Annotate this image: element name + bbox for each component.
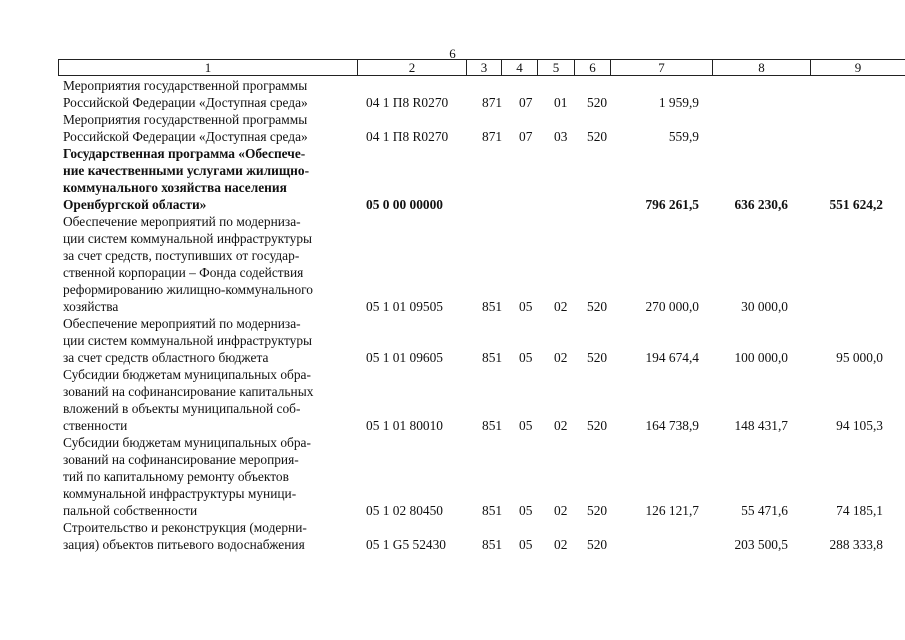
value-col8: 100 000,0 bbox=[734, 350, 788, 365]
value-col9: 551 624,2 bbox=[829, 197, 883, 212]
col6-cell: 520 bbox=[587, 350, 608, 365]
col3-cell: 871 bbox=[482, 95, 503, 110]
col6-cell: 520 bbox=[587, 503, 608, 518]
value-col8: 30 000,0 bbox=[741, 299, 788, 314]
col4-cell: 05 bbox=[519, 299, 533, 314]
col3-cell: 851 bbox=[482, 503, 503, 518]
row-name-line: Оренбургской области» bbox=[63, 197, 207, 212]
value-col7: 796 261,5 bbox=[645, 197, 699, 212]
header-col-1: 1 bbox=[58, 59, 358, 76]
value-col7: 194 674,4 bbox=[645, 350, 699, 365]
row-name-line: Субсидии бюджетам муниципальных обра- bbox=[63, 367, 311, 382]
value-col8: 203 500,5 bbox=[734, 537, 788, 552]
value-col7: 270 000,0 bbox=[645, 299, 699, 314]
header-col-5: 5 bbox=[537, 59, 575, 76]
col5-cell: 02 bbox=[554, 350, 568, 365]
value-col7: 164 738,9 bbox=[645, 418, 699, 433]
header-col-3: 3 bbox=[466, 59, 502, 76]
row-name bbox=[63, 213, 345, 315]
row-name-line: Мероприятия государственной программы bbox=[63, 78, 308, 93]
col3-cell: 851 bbox=[482, 299, 503, 314]
row-name-line: Государственная программа «Обеспече- bbox=[63, 146, 306, 161]
table-body bbox=[0, 77, 905, 553]
col4-cell: 07 bbox=[519, 95, 533, 110]
code-cell: 05 0 00 00000 bbox=[366, 197, 443, 212]
value-col7: 559,9 bbox=[668, 129, 699, 144]
value-col8: 55 471,6 bbox=[741, 503, 788, 518]
page-number: 6 bbox=[449, 46, 456, 61]
table-row bbox=[0, 315, 905, 366]
table-row bbox=[0, 434, 905, 519]
code-cell: 04 1 П8 R0270 bbox=[366, 95, 449, 110]
col5-cell: 02 bbox=[554, 299, 568, 314]
col3-cell: 851 bbox=[482, 418, 503, 433]
row-name-line: коммунальной инфраструктуры муници- bbox=[63, 486, 297, 501]
row-name-line: пальной собственности bbox=[63, 503, 198, 518]
col6-cell: 520 bbox=[587, 299, 608, 314]
row-name-line: ственности bbox=[63, 418, 128, 433]
col5-cell: 02 bbox=[554, 418, 568, 433]
code-cell: 05 1 01 09505 bbox=[366, 299, 443, 314]
col6-cell: 520 bbox=[587, 537, 608, 552]
code-cell: 05 1 G5 52430 bbox=[366, 537, 446, 552]
row-name bbox=[63, 111, 345, 145]
row-name bbox=[63, 434, 345, 519]
row-name-line: Обеспечение мероприятий по модерниза- bbox=[63, 214, 301, 229]
row-name bbox=[63, 145, 345, 213]
col4-cell: 05 bbox=[519, 537, 533, 552]
table-row bbox=[0, 77, 905, 111]
col5-cell: 03 bbox=[554, 129, 568, 144]
col5-cell: 02 bbox=[554, 503, 568, 518]
header-col-9: 9 bbox=[810, 59, 905, 76]
row-name bbox=[63, 519, 345, 553]
value-col9: 74 185,1 bbox=[836, 503, 883, 518]
col6-cell: 520 bbox=[587, 95, 608, 110]
value-col7: 1 959,9 bbox=[658, 95, 699, 110]
header-col-7: 7 bbox=[610, 59, 713, 76]
table-row bbox=[0, 111, 905, 145]
table-row bbox=[0, 519, 905, 553]
value-col9: 94 105,3 bbox=[836, 418, 883, 433]
row-name bbox=[63, 315, 345, 366]
row-name bbox=[63, 77, 345, 111]
row-name-line: вложений в объекты муниципальной соб- bbox=[63, 401, 301, 416]
row-name-line: ции систем коммунальной инфраструктуры bbox=[63, 333, 313, 348]
code-cell: 05 1 01 09605 bbox=[366, 350, 443, 365]
row-name-line: Обеспечение мероприятий по модерниза- bbox=[63, 316, 301, 331]
col5-cell: 02 bbox=[554, 537, 568, 552]
col4-cell: 07 bbox=[519, 129, 533, 144]
value-col8: 636 230,6 bbox=[734, 197, 788, 212]
value-col9: 95 000,0 bbox=[836, 350, 883, 365]
col5-cell: 01 bbox=[554, 95, 568, 110]
table-row bbox=[0, 145, 905, 213]
row-name-line: зация) объектов питьевого водоснабжения bbox=[63, 537, 305, 552]
row-name-line: Российской Федерации «Доступная среда» bbox=[63, 95, 308, 110]
value-col7: 126 121,7 bbox=[645, 503, 699, 518]
row-name-line: тий по капитальному ремонту объектов bbox=[63, 469, 289, 484]
table-row bbox=[0, 213, 905, 315]
row-name-line: реформированию жилищно-коммунального bbox=[63, 282, 314, 297]
row-name-line: зований на софинансирование капитальных bbox=[63, 384, 314, 399]
row-name-line: Мероприятия государственной программы bbox=[63, 112, 308, 127]
row-name-line: Строительство и реконструкция (модерни- bbox=[63, 520, 307, 535]
col6-cell: 520 bbox=[587, 418, 608, 433]
value-col8: 148 431,7 bbox=[734, 418, 788, 433]
row-name-line: зований на софинансирование мероприя- bbox=[63, 452, 299, 467]
col4-cell: 05 bbox=[519, 418, 533, 433]
col3-cell: 871 bbox=[482, 129, 503, 144]
table-row bbox=[0, 366, 905, 434]
code-cell: 04 1 П8 R0270 bbox=[366, 129, 449, 144]
row-name-line: Субсидии бюджетам муниципальных обра- bbox=[63, 435, 311, 450]
header-col-4: 4 bbox=[501, 59, 538, 76]
row-name-line: за счет средств областного бюджета bbox=[63, 350, 269, 365]
header-col-6: 6 bbox=[574, 59, 611, 76]
row-name-line: ственной корпорации – Фонда содействия bbox=[63, 265, 304, 280]
col3-cell: 851 bbox=[482, 537, 503, 552]
row-name bbox=[63, 366, 345, 434]
row-name-line: хозяйства bbox=[63, 299, 119, 314]
value-col9: 288 333,8 bbox=[829, 537, 883, 552]
col4-cell: 05 bbox=[519, 503, 533, 518]
header-col-2: 2 bbox=[357, 59, 467, 76]
row-name-line: коммунального хозяйства населения bbox=[63, 180, 287, 195]
col6-cell: 520 bbox=[587, 129, 608, 144]
row-name-line: за счет средств, поступивших от государ- bbox=[63, 248, 300, 263]
col3-cell: 851 bbox=[482, 350, 503, 365]
row-name-line: Российской Федерации «Доступная среда» bbox=[63, 129, 308, 144]
code-cell: 05 1 01 80010 bbox=[366, 418, 443, 433]
row-name-line: ние качественными услугами жилищно- bbox=[63, 163, 310, 178]
code-cell: 05 1 02 80450 bbox=[366, 503, 443, 518]
row-name-line: ции систем коммунальной инфраструктуры bbox=[63, 231, 313, 246]
col4-cell: 05 bbox=[519, 350, 533, 365]
header-col-8: 8 bbox=[712, 59, 811, 76]
